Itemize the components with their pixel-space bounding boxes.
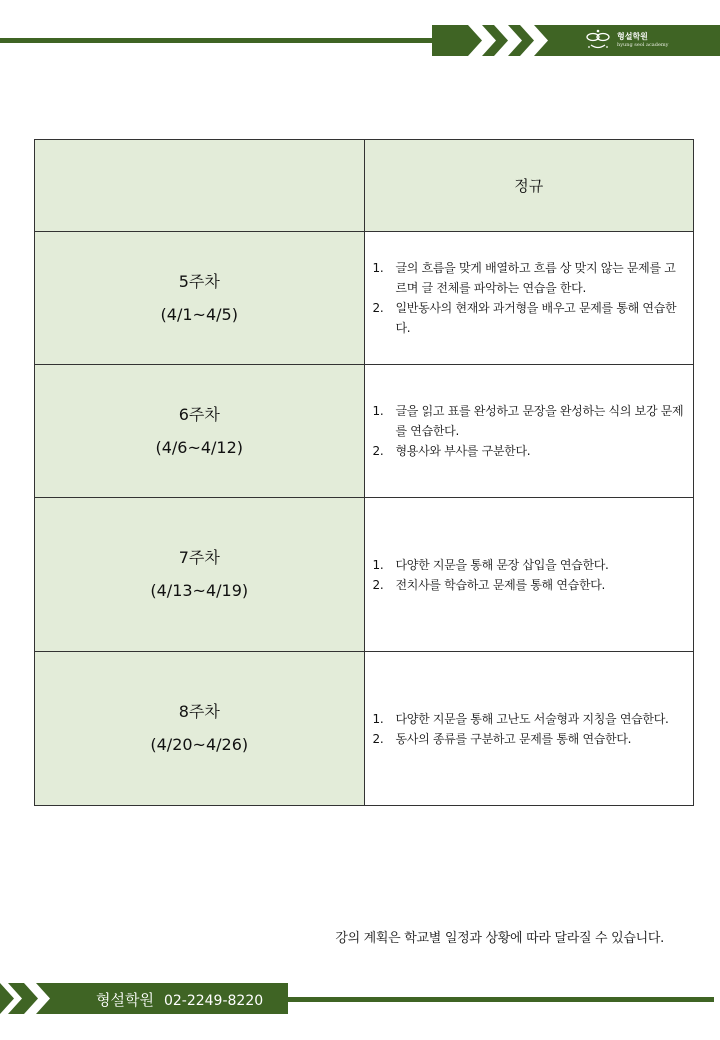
item-number: 2. — [372, 577, 384, 592]
week-label: 6주차 — [178, 404, 220, 424]
table-row — [35, 365, 694, 498]
plan-list — [365, 401, 694, 461]
week-label: 5주차 — [178, 271, 220, 291]
week-date-range: (4/20~4/26) — [150, 735, 249, 754]
plan-list — [365, 258, 694, 338]
item-text: 글의 흐름을 맞게 배열하고 흐름 상 맞지 않는 문제를 고르며 글 전체를 파악하는 연습을 한다. — [395, 261, 676, 295]
item-number: 1. — [372, 557, 384, 572]
plan-list — [365, 555, 694, 595]
plan-cell — [364, 232, 694, 365]
item-text: 다양한 지문을 통해 문장 삽입을 연습한다. — [395, 557, 609, 572]
logo-subtitle: hyung seol academy — [617, 42, 669, 48]
week-label: 7주차 — [178, 548, 220, 567]
item-number: 1. — [372, 404, 384, 418]
week-cell — [35, 365, 365, 498]
list-item — [373, 709, 686, 729]
footer-chevron-arrows-icon — [0, 983, 70, 1014]
item-text: 일반동사의 현재와 과거형을 배우고 문제를 통해 연습한다. — [395, 301, 677, 335]
header-cell-regular: 정규 — [364, 140, 694, 232]
logo-name: 형설학원 — [617, 32, 648, 41]
list-item — [373, 401, 686, 441]
plan-cell — [364, 652, 694, 806]
list-item — [373, 555, 686, 575]
plan-cell — [364, 365, 694, 498]
week-date-range: (4/13~4/19) — [150, 581, 249, 600]
item-number: 1. — [372, 711, 384, 726]
item-number: 1. — [372, 261, 384, 275]
week-date-range: (4/1~4/5) — [160, 304, 238, 324]
schedule-notice: 강의 계획은 학교별 일정과 상황에 따라 달라질 수 있습니다. — [335, 931, 664, 946]
footer-academy-name: 형설학원 — [96, 991, 154, 1009]
footer-rule — [280, 997, 714, 1002]
plan-cell — [364, 498, 694, 652]
table-row — [35, 652, 694, 806]
academy-logo — [586, 29, 716, 53]
item-text: 형용사와 부사를 구분한다. — [395, 444, 531, 458]
week-cell — [35, 232, 365, 365]
week-label: 8주차 — [178, 702, 220, 721]
item-number: 2. — [372, 731, 384, 746]
item-text: 다양한 지문을 통해 고난도 서술형과 지칭을 연습한다. — [395, 711, 669, 726]
table-header-row — [35, 140, 694, 232]
week-cell — [35, 652, 365, 806]
week-date-range: (4/6~4/12) — [155, 437, 244, 457]
footer-contact — [96, 989, 263, 1010]
leaf-logo-icon — [586, 29, 610, 51]
schedule-table — [34, 139, 694, 806]
footer-phone-number: 02-2249-8220 — [163, 993, 264, 1009]
header-rule — [0, 38, 440, 43]
table-row — [35, 498, 694, 652]
item-text: 동사의 종류를 구분하고 문제를 통해 연습한다. — [395, 731, 632, 746]
item-text: 전치사를 학습하고 문제를 통해 연습한다. — [395, 577, 606, 592]
header-chevron-arrows-icon — [466, 25, 556, 56]
plan-list — [365, 709, 694, 749]
list-item — [373, 298, 686, 338]
list-item — [373, 575, 686, 595]
item-text: 글을 읽고 표를 완성하고 문장을 완성하는 식의 보강 문제를 연습한다. — [395, 404, 684, 438]
header-cell-empty — [35, 140, 365, 232]
item-number: 2. — [372, 444, 384, 458]
list-item — [373, 441, 686, 461]
list-item — [373, 258, 686, 298]
table-row — [35, 232, 694, 365]
list-item — [373, 729, 686, 749]
item-number: 2. — [372, 301, 384, 315]
week-cell — [35, 498, 365, 652]
